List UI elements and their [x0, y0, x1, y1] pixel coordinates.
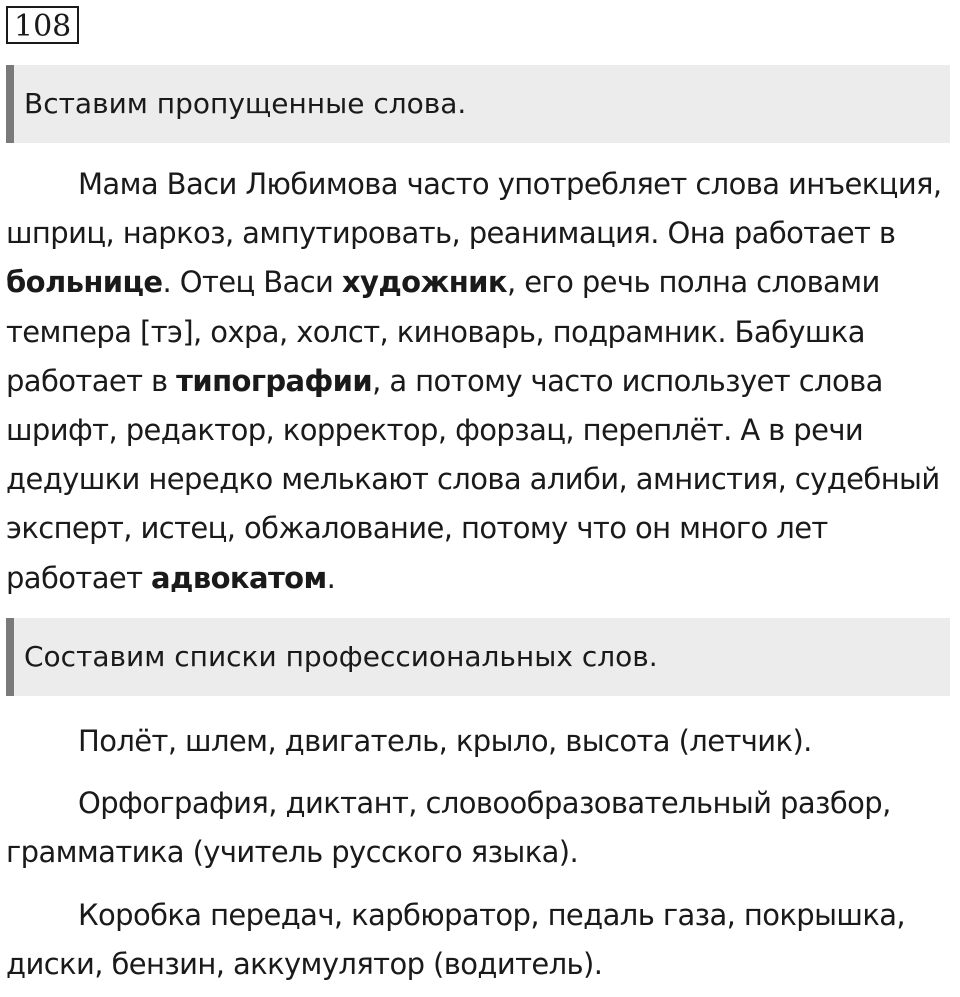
answer-lawyer: адвокатом	[151, 560, 327, 595]
story-text-3: , его речь полна словами темпера [тэ], охра, холст, киноварь, подрамник. Бабушка работает в	[6, 265, 880, 398]
task-number-box: 108	[6, 6, 79, 44]
list-item-pilot: Полёт, шлем, двигатель, крыло, высота (летчик).	[78, 724, 812, 758]
story-text-1: Мама Васи Любимова часто употребляет слова инъекция, шприц, наркоз, ампутировать, реанимация. Она работает в	[6, 167, 942, 251]
story-text-5: .	[326, 560, 336, 595]
section-header-insert-words: Вставим пропущенные слова.	[6, 65, 950, 143]
list-item-teacher: Орфография, диктант, словообразовательный разбор, грамматика (учитель русского языка).	[6, 786, 891, 870]
story-text-4: , а потому часто использует слова шрифт, редактор, корректор, форзац, переплёт. А в речи дедушки нередко мелькают слова алиби, амнистия, судебный эксперт, истец, обжалование, потому что он много лет работает	[6, 363, 940, 595]
list-item-driver: Коробка передач, карбюратор, педаль газа, покрышка, диски, бензин, аккумулятор (водитель).	[6, 898, 906, 982]
answer-hospital: больнице	[6, 265, 163, 300]
paragraph-professions-story	[6, 160, 952, 603]
answer-printing-house: типографии	[176, 363, 373, 398]
answer-artist: художник	[341, 265, 507, 300]
story-text-2: . Отец Васи	[162, 265, 342, 300]
section-header-word-lists: Составим списки профессиональных слов.	[6, 618, 950, 696]
